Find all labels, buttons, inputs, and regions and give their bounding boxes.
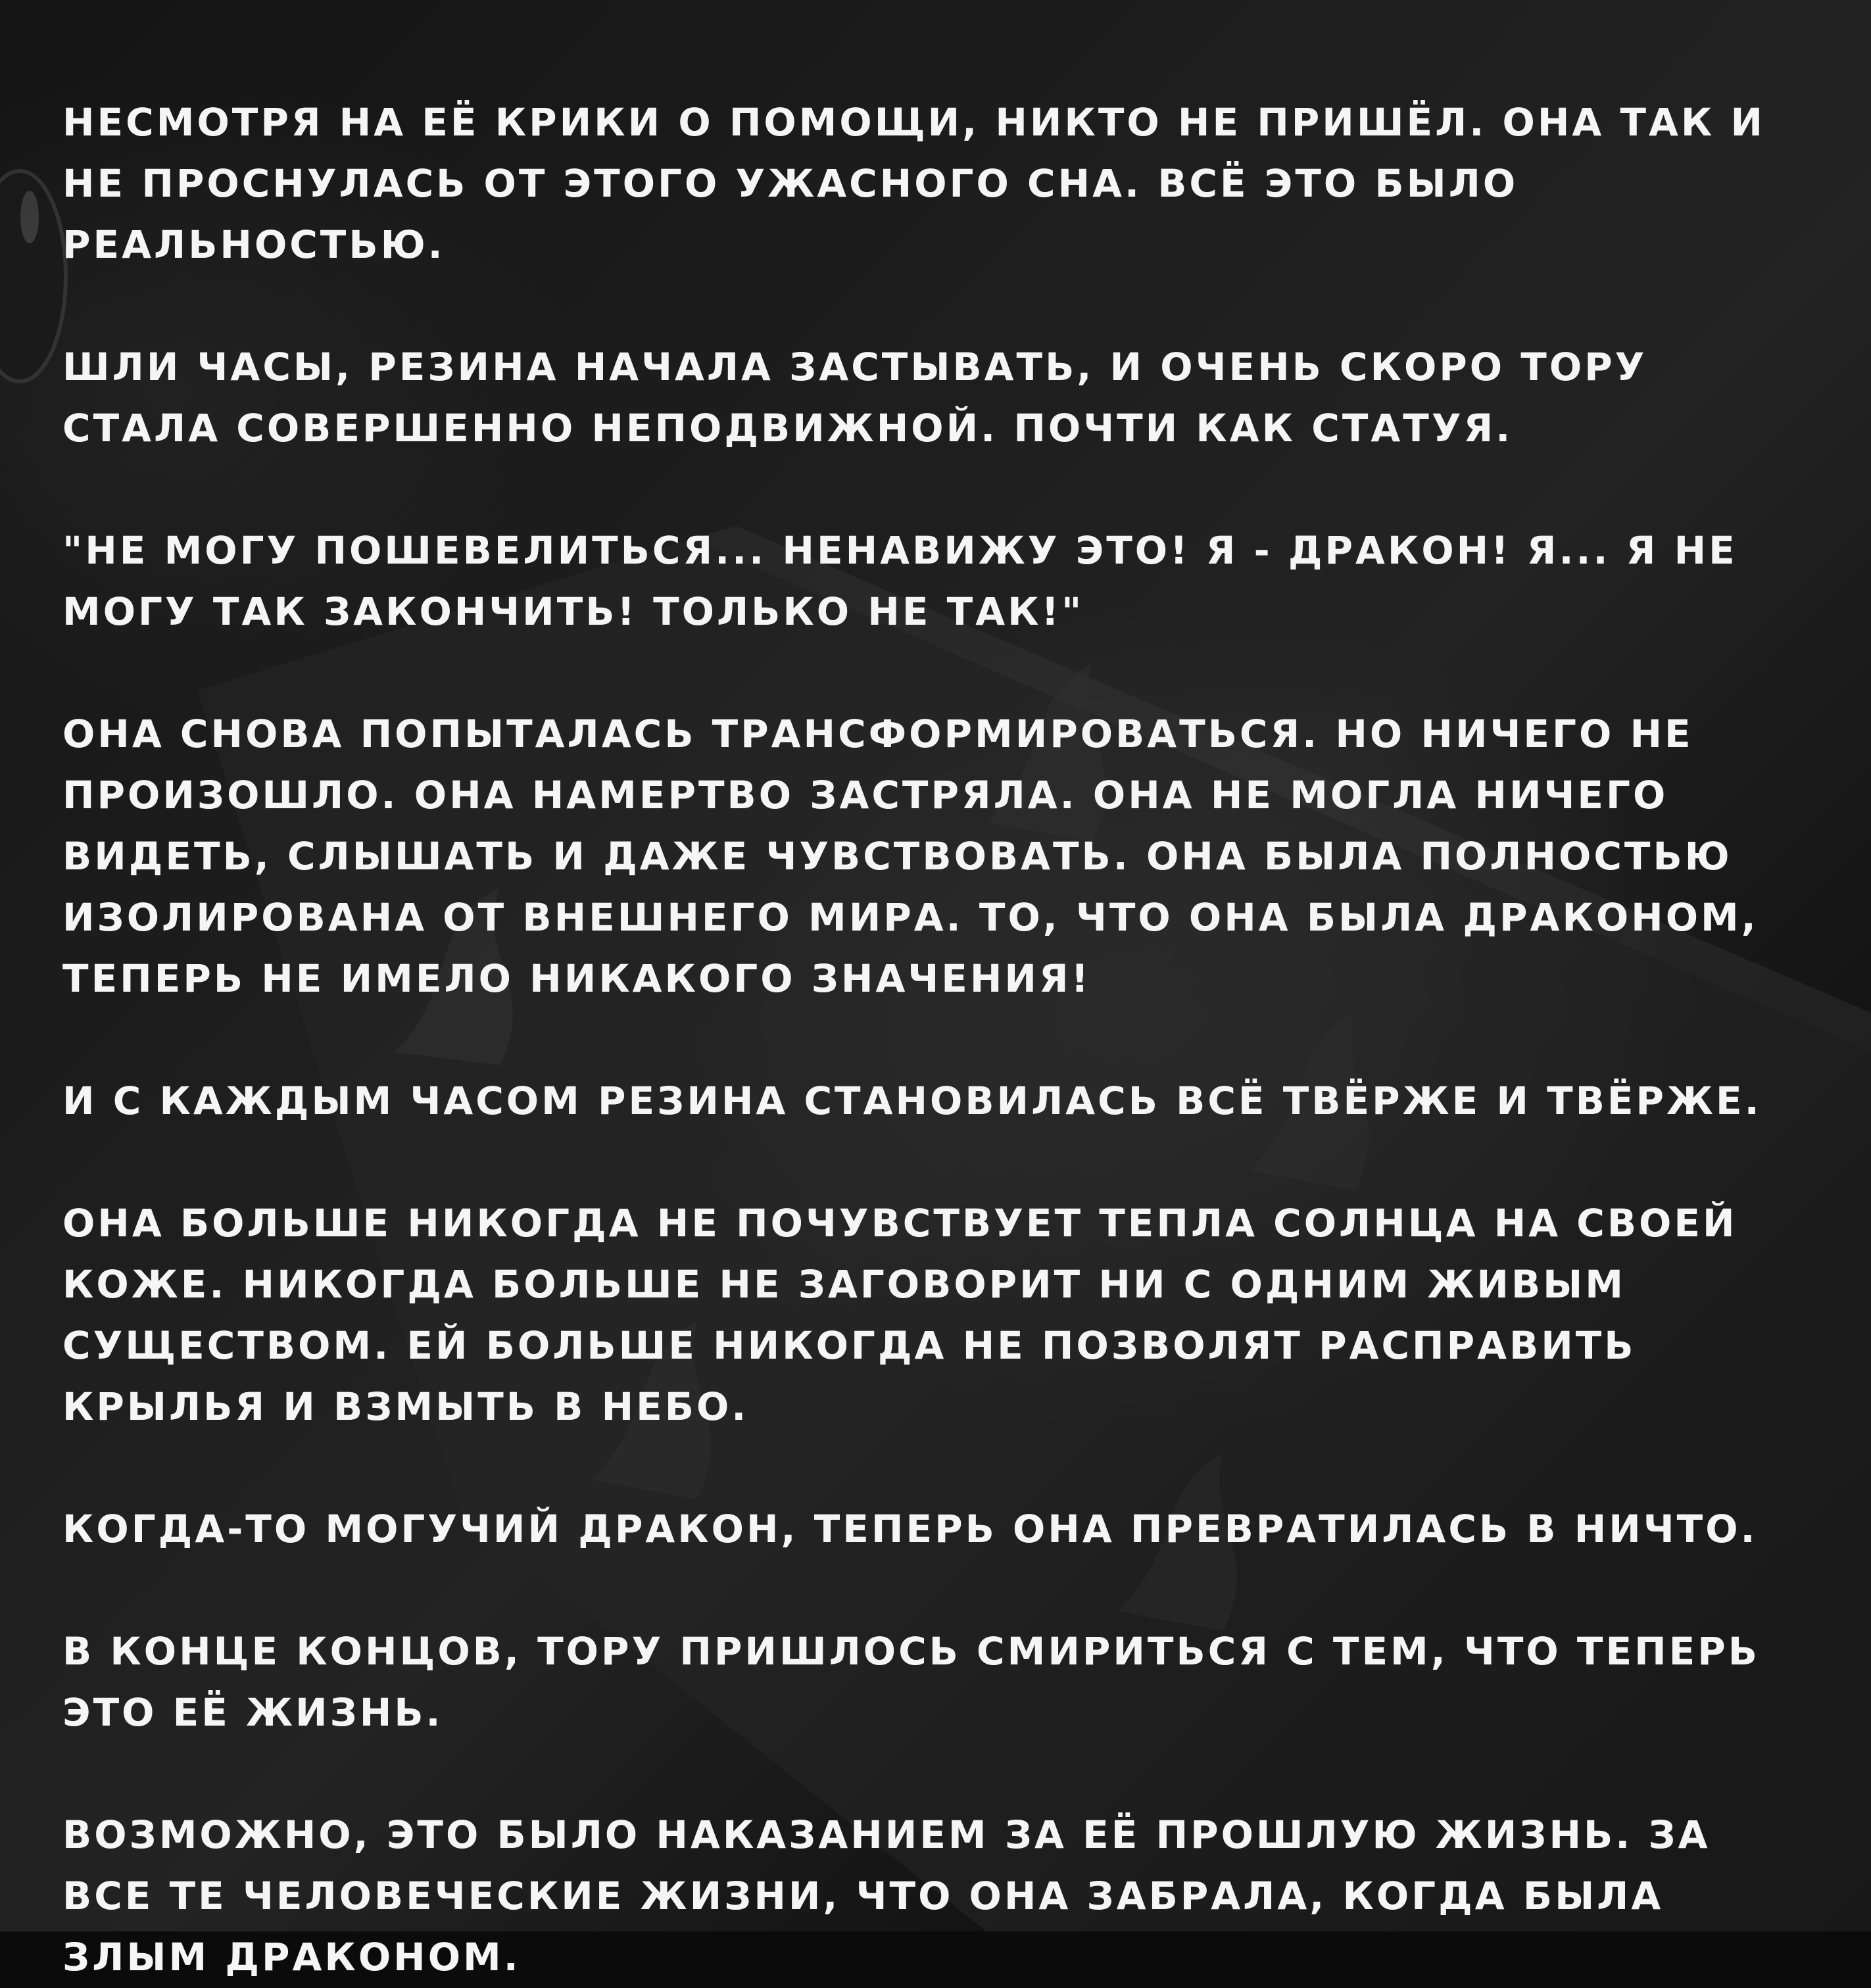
background-glossy-highlight <box>20 191 39 243</box>
narration-paragraph: НЕСМОТРЯ НА ЕЁ КРИКИ О ПОМОЩИ, НИКТО НЕ ПРИШЁЛ. ОНА ТАК И НЕ ПРОСНУЛАСЬ ОТ ЭТОГО УЖАСНОГО СНА. ВСЁ ЭТО БЫЛО РЕАЛЬНОСТЬЮ. <box>62 100 1766 267</box>
narration-paragraph: ОНА БОЛЬШЕ НИКОГДА НЕ ПОЧУВСТВУЕТ ТЕПЛА СОЛНЦА НА СВОЕЙ КОЖЕ. НИКОГДА БОЛЬШЕ НЕ ЗАГОВОРИТ НИ С ОДНИМ ЖИВЫМ СУЩЕСТВОМ. ЕЙ БОЛЬШЕ НИКОГДА НЕ ПОЗВОЛЯТ РАСПРАВИТЬ КРЫЛЬЯ И ВЗМЫТЬ В НЕБО. <box>62 1201 1737 1429</box>
narration-paragraph: КОГДА-ТО МОГУЧИЙ ДРАКОН, ТЕПЕРЬ ОНА ПРЕВРАТИЛАСЬ В НИЧТО. <box>62 1507 1758 1551</box>
narration-paragraph: ШЛИ ЧАСЫ, РЕЗИНА НАЧАЛА ЗАСТЫВАТЬ, И ОЧЕНЬ СКОРО ТОРУ СТАЛА СОВЕРШЕННО НЕПОДВИЖНОЙ. ПОЧТИ КАК СТАТУЯ. <box>62 345 1647 450</box>
narration-paragraph: В КОНЦЕ КОНЦОВ, ТОРУ ПРИШЛОСЬ СМИРИТЬСЯ С ТЕМ, ЧТО ТЕПЕРЬ ЭТО ЕЁ ЖИЗНЬ. <box>62 1629 1760 1735</box>
narration-paragraph: И С КАЖДЫМ ЧАСОМ РЕЗИНА СТАНОВИЛАСЬ ВСЁ ТВЁРЖЕ И ТВЁРЖЕ. <box>62 1079 1762 1123</box>
narration-paragraph: ВОЗМОЖНО, ЭТО БЫЛО НАКАЗАНИЕМ ЗА ЕЁ ПРОШЛУЮ ЖИЗНЬ. ЗА ВСЕ ТЕ ЧЕЛОВЕЧЕСКИЕ ЖИЗНИ, ЧТО ОНА ЗАБРАЛА, КОГДА БЫЛА ЗЛЫМ ДРАКОНОМ. <box>62 1812 1711 1979</box>
narration-text-block <box>62 92 1799 1988</box>
dialogue-paragraph: "НЕ МОГУ ПОШЕВЕЛИТЬСЯ... НЕНАВИЖУ ЭТО! Я - ДРАКОН! Я... Я НЕ МОГУ ТАК ЗАКОНЧИТЬ! ТОЛЬКО НЕ ТАК!" <box>62 528 1737 634</box>
narration-paragraph: ОНА СНОВА ПОПЫТАЛАСЬ ТРАНСФОРМИРОВАТЬСЯ. НО НИЧЕГО НЕ ПРОИЗОШЛО. ОНА НАМЕРТВО ЗАСТРЯЛА. ОНА НЕ МОГЛА НИЧЕГО ВИДЕТЬ, СЛЫШАТЬ И ДАЖЕ ЧУВСТВОВАТЬ. ОНА БЫЛА ПОЛНОСТЬЮ ИЗОЛИРОВАНА ОТ ВНЕШНЕГО МИРА. ТО, ЧТО ОНА БЫЛА ДРАКОНОМ, ТЕПЕРЬ НЕ ИМЕЛО НИКАКОГО ЗНАЧЕНИЯ! <box>62 712 1759 1001</box>
